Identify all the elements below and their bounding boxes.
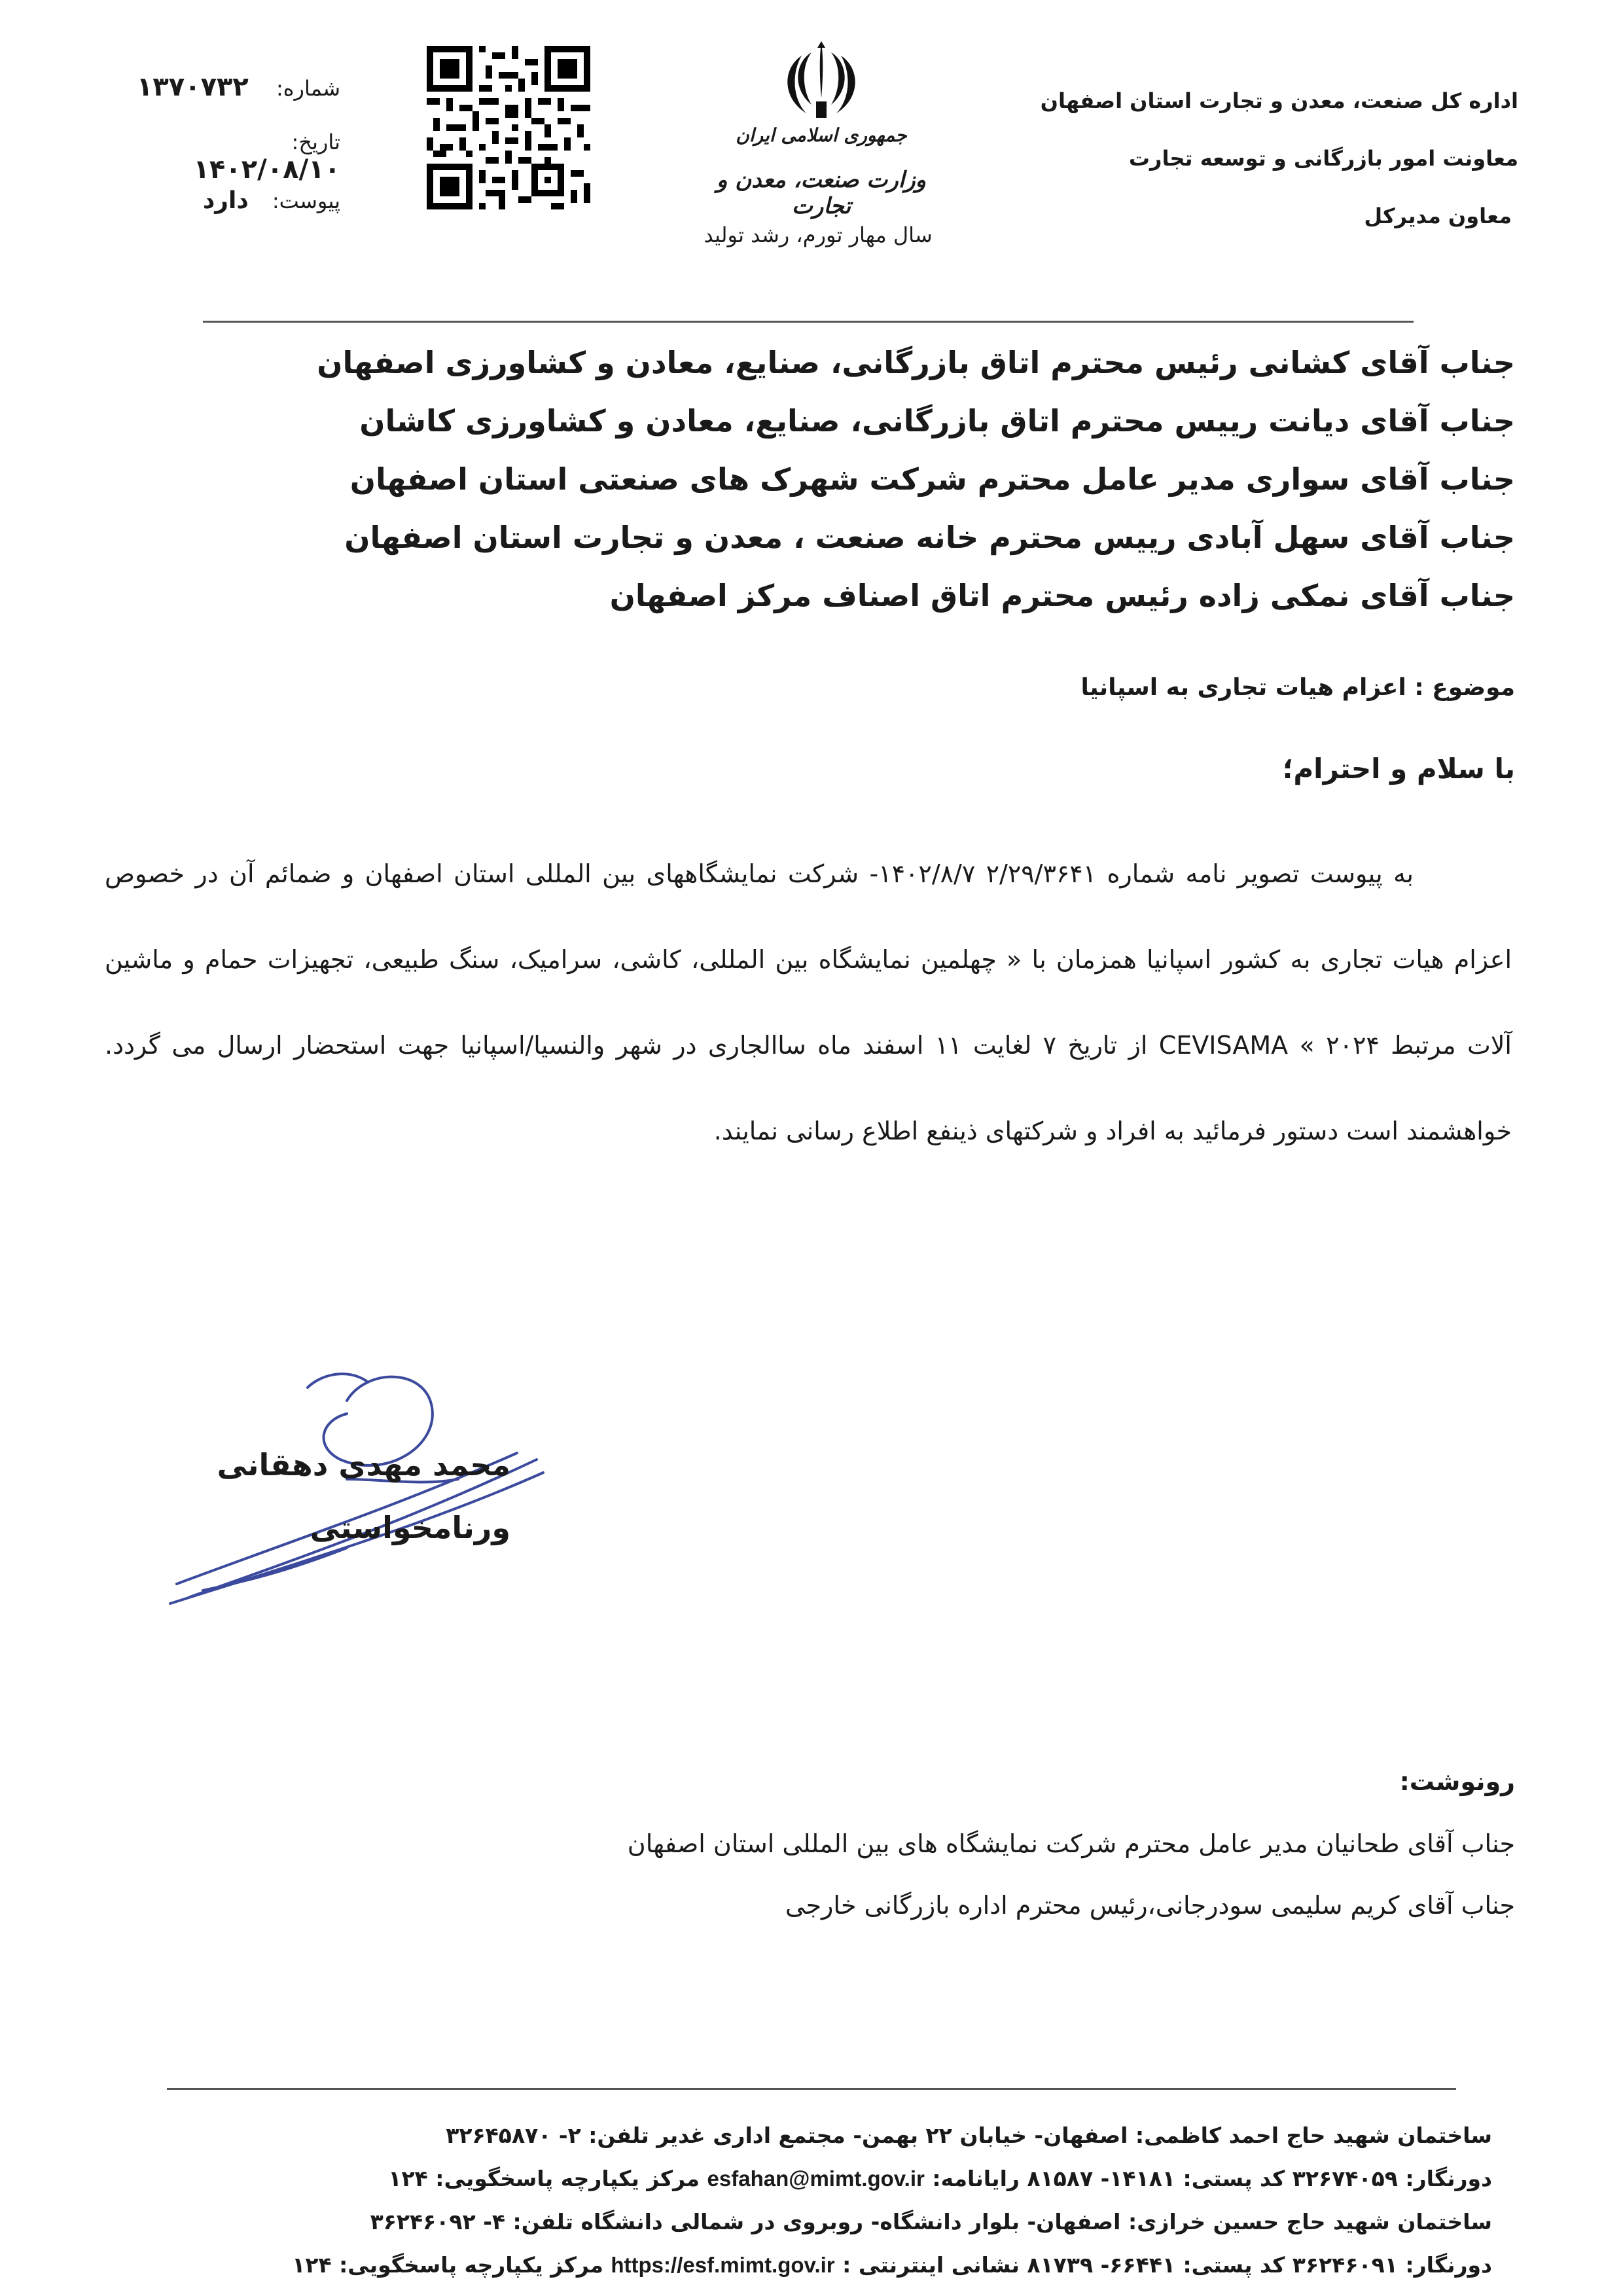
recipients-block (141, 334, 1515, 625)
footer-divider (167, 2088, 1456, 2090)
letter-body (105, 831, 1512, 1174)
ministry-country: جمهوری اسلامی ایران (736, 124, 907, 146)
org-line: اداره کل صنعت، معدن و تجارت استان اصفهان (1040, 88, 1518, 113)
header-divider (203, 321, 1414, 323)
footer-contact-2: دورنگار: ۳۶۲۴۶۰۹۱ کد پستی: ۶۶۴۴۱- ۸۱۷۳۹ نشانی اینترنتی : https://esf.mimt.gov.ir مرکز یکپارچه پاسخگویی: ۱۲۴ (292, 2252, 1492, 2278)
meta-attachment: پیوست: دارد (202, 187, 340, 214)
letter-meta (118, 72, 340, 245)
letter-date: ۱۴۰۲/۰۸/۱۰ (193, 154, 340, 185)
recipient-line: جناب آقای کشانی رئیس محترم اتاق بازرگانی، صنایع، معادن و کشاورزی اصفهان (317, 345, 1515, 380)
cc-line: جناب آقای طحانیان مدیر عامل محترم شرکت نمایشگاه های بین المللی استان اصفهان (627, 1829, 1515, 1858)
recipient-line: جناب آقای سواری مدیر عامل محترم شرکت شهرک های صنعتی استان اصفهان (349, 461, 1515, 497)
meta-date: تاریخ: ۱۴۰۲/۰۸/۱۰ (193, 130, 340, 185)
body-paragraph: به پیوست تصویر نامه شماره ۲/۲۹/۳۶۴۱ ۱۴۰۲/۸/۷- شرکت نمایشگاههای بین المللی استان اصفهان و ضمائم آن در خصوص اعزام هیات تجاری به کشور اسپانیا همزمان با « چهلمین نمایشگاه بین المللی، کاشی، سرامیک، سنگ طبیعی، تجهیزات حمام و ماشین آلات مرتبط ۲۰۲۴ » CEVISAMA از تاریخ ۷ لغایت ۱۱ اسفند ماه ساالجاری در شهر والنسیا/اسپانیا جهت استحضار ارسال می گردد. خواهشمند است دستور فرمائید به افراد و شرکتهای ذینفع اطلاع رسانی نمایند. (105, 859, 1512, 1145)
greeting: با سلام و احترام؛ (1282, 753, 1515, 785)
signatory-name: محمد مهدی دهقانی (217, 1447, 510, 1482)
website-link[interactable]: https://esf.mimt.gov.ir (611, 2253, 835, 2277)
year-slogan: سال مهار تورم، رشد تولید (704, 223, 933, 247)
qr-code-icon (427, 46, 590, 209)
ministry-name: وزارت صنعت، معدن و تجارت (717, 167, 926, 219)
signatory-surname: ورنامخواستی (310, 1510, 510, 1545)
recipient-line: جناب آقای سهل آبادی رییس محترم خانه صنعت ، معدن و تجارت استان اصفهان (344, 520, 1515, 555)
cc-line: جناب آقای کریم سلیمی سودرجانی،رئیس محترم اداره بازرگانی خارجی (785, 1891, 1515, 1920)
recipient-line: جناب آقای دیانت رییس محترم اتاق بازرگانی، صنایع، معادن و کشاورزی کاشان (359, 403, 1515, 439)
email-link[interactable]: esfahan@mimt.gov.ir (707, 2166, 925, 2191)
footer-contact-1: دورنگار: ۳۲۶۷۴۰۵۹ کد پستی: ۱۴۱۸۱- ۸۱۵۸۷ رایانامه: esfahan@mimt.gov.ir مرکز یکپارچه پاسخگویی: ۱۲۴ (388, 2166, 1492, 2191)
signature-block (170, 1433, 510, 1559)
organization-block (1021, 72, 1518, 245)
attachment-status: دارد (202, 187, 249, 214)
footer-address-2: ساختمان شهید حاج حسین خرازی: اصفهان- بلوار دانشگاه- روبروی در شمالی دانشگاه تلفن: ۴- ۳۶۲۴۶۰۹۲ (370, 2209, 1492, 2234)
meta-number: شماره: ۱۳۷۰۷۳۲ (136, 72, 340, 102)
letter-number: ۱۳۷۰۷۳۲ (136, 72, 249, 102)
footer-address-1: ساختمان شهید حاج احمد کاظمی: اصفهان- خیابان ۲۲ بهمن- مجتمع اداری غدیر تلفن: ۲- ۳۲۶۴۵۸۷۰ (446, 2123, 1492, 2148)
footer (118, 2114, 1492, 2287)
cc-title: رونوشت: (1399, 1767, 1515, 1796)
org-line: معاونت امور بازرگانی و توسعه تجارت (1128, 146, 1518, 171)
cc-list (141, 1813, 1515, 1936)
org-line: معاون مدیرکل (1364, 204, 1512, 228)
recipient-line: جناب آقای نمکی زاده رئیس محترم اتاق اصناف مرکز اصفهان (609, 578, 1515, 613)
subject-line: موضوع : اعزام هیات تجاری به اسپانیا (1080, 674, 1515, 701)
